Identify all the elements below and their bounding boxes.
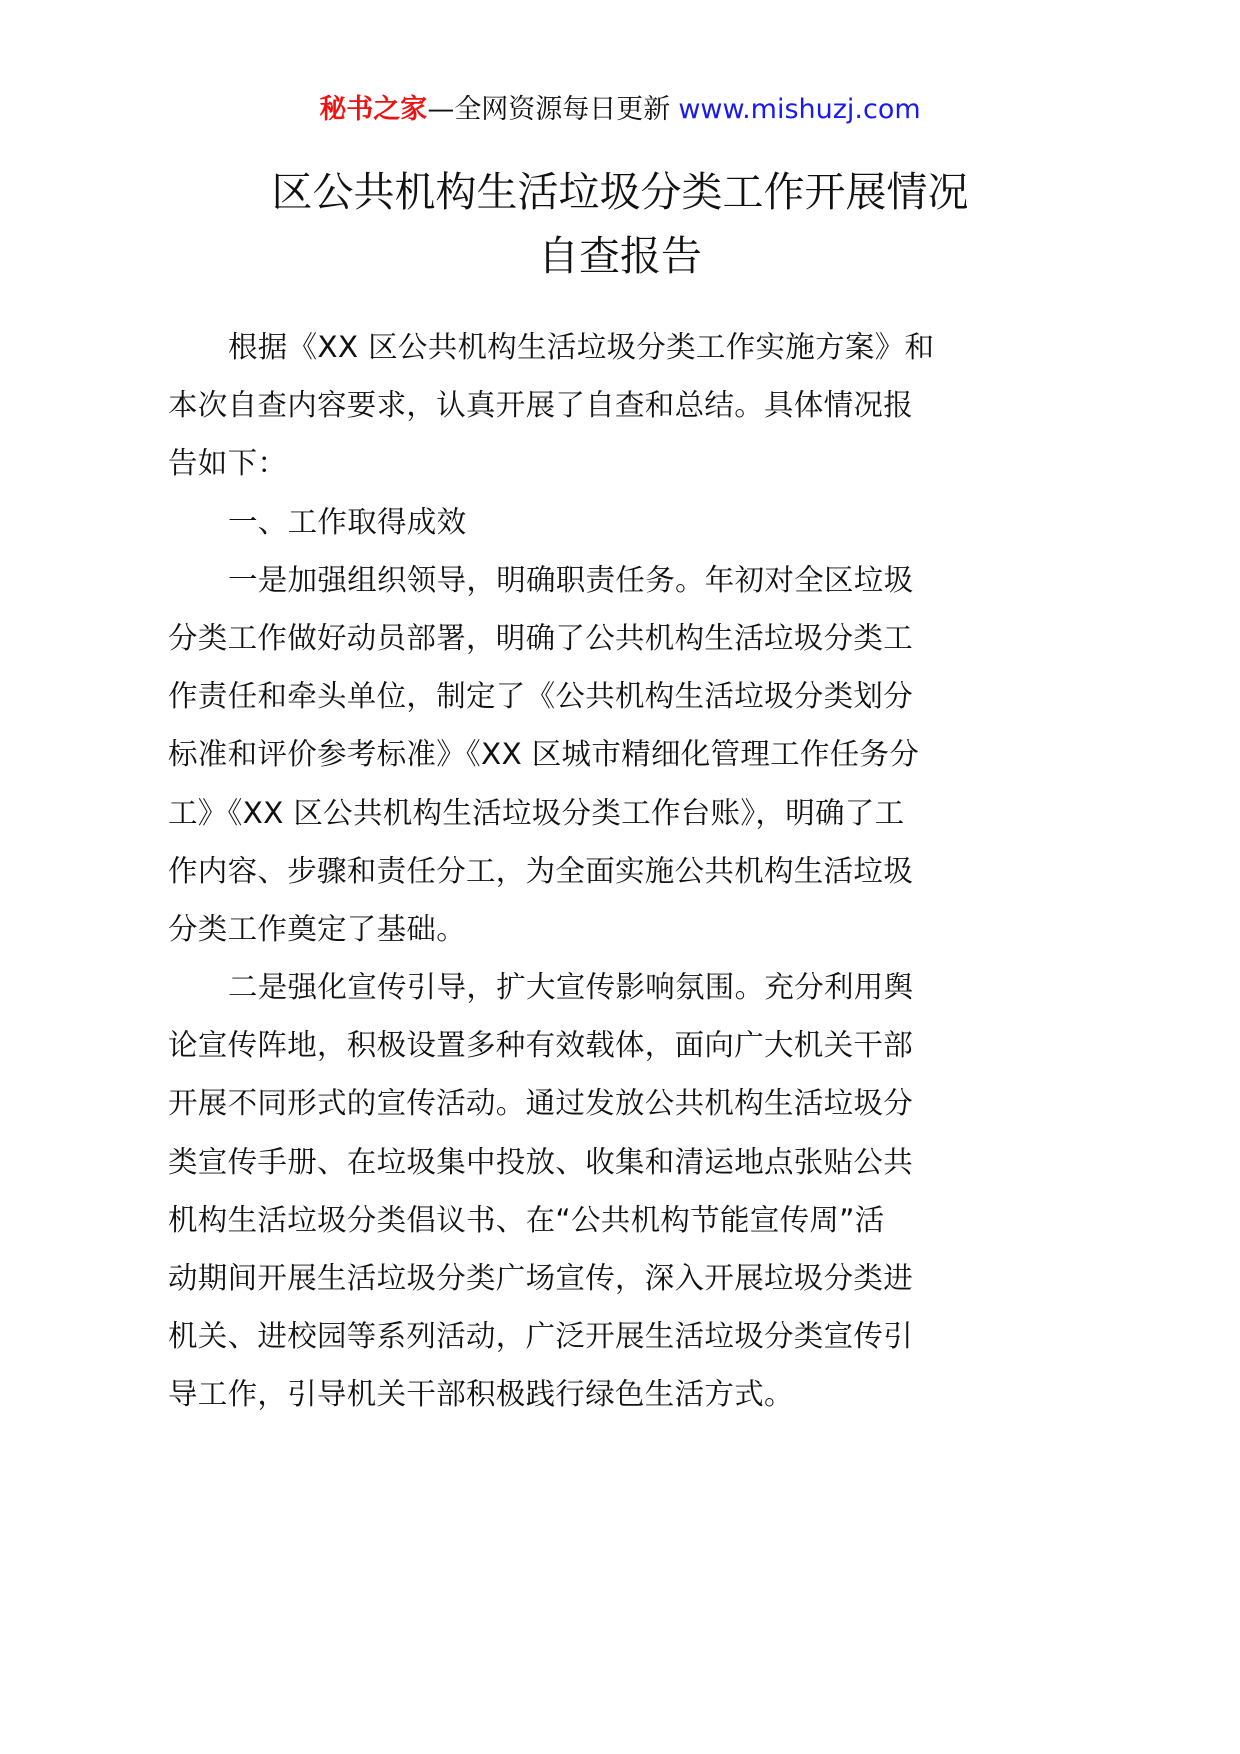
paragraph-2-line: 导工作，引导机关干部积极践行绿色生活方式。 — [168, 1377, 794, 1412]
paragraph-intro-line: 根据《XX 区公共机构生活垃圾分类工作实施方案》和 — [228, 330, 935, 364]
paragraph-1-line: 一是加强组织领导，明确职责任务。年初对全区垃圾 — [228, 562, 914, 597]
site-brand: 秘书之家 — [319, 94, 428, 125]
document-body — [168, 318, 948, 1424]
paragraph-2-line: 机构生活垃圾分类倡议书、在“公共机构节能宣传周”活 — [168, 1202, 885, 1237]
paragraph-intro-line: 本次自查内容要求，认真开展了自查和总结。具体情况报 — [168, 388, 914, 423]
paragraph-1-line: 分类工作做好动员部署，明确了公共机构生活垃圾分类工 — [168, 620, 914, 655]
paragraph-2-line: 开展不同形式的宣传活动。通过发放公共机构生活垃圾分 — [168, 1086, 914, 1121]
site-header — [0, 90, 1240, 130]
site-slogan: —全网资源每日更新 — [427, 94, 671, 125]
paragraph-2-line: 二是强化宣传引导，扩大宣传影响氛围。充分利用舆 — [228, 970, 914, 1005]
paragraph-2-line: 动期间开展生活垃圾分类广场宣传，深入开展垃圾分类进 — [168, 1261, 914, 1295]
paragraph-2-line: 类宣传手册、在垃圾集中投放、收集和清运地点张贴公共 — [168, 1144, 914, 1179]
paragraph-1-line: 分类工作奠定了基础。 — [168, 911, 467, 946]
paragraph-2-line: 机关、进校园等系列活动，广泛开展生活垃圾分类宣传引 — [168, 1319, 914, 1354]
paragraph-1-line: 标准和评价参考标准》《XX 区城市精细化管理工作任务分 — [168, 737, 920, 772]
section-heading: 一、工作取得成效 — [228, 504, 467, 539]
paragraph-1-line: 作内容、步骤和责任分工，为全面实施公共机构生活垃圾 — [168, 853, 914, 888]
paragraph-intro-line: 告如下： — [168, 446, 288, 481]
document-title-line-1: 区公共机构生活垃圾分类工作开展情况 — [271, 168, 969, 216]
site-url-link[interactable]: www.mishuzj.com — [678, 94, 921, 125]
paragraph-1-line: 工》《XX 区公共机构生活垃圾分类工作台账》，明确了工 — [168, 795, 905, 830]
document-title-line-2: 自查报告 — [538, 232, 702, 280]
paragraph-2-line: 论宣传阵地，积极设置多种有效载体，面向广大机关干部 — [168, 1028, 914, 1063]
paragraph-1-line: 作责任和牵头单位，制定了《公共机构生活垃圾分类划分 — [168, 679, 914, 714]
